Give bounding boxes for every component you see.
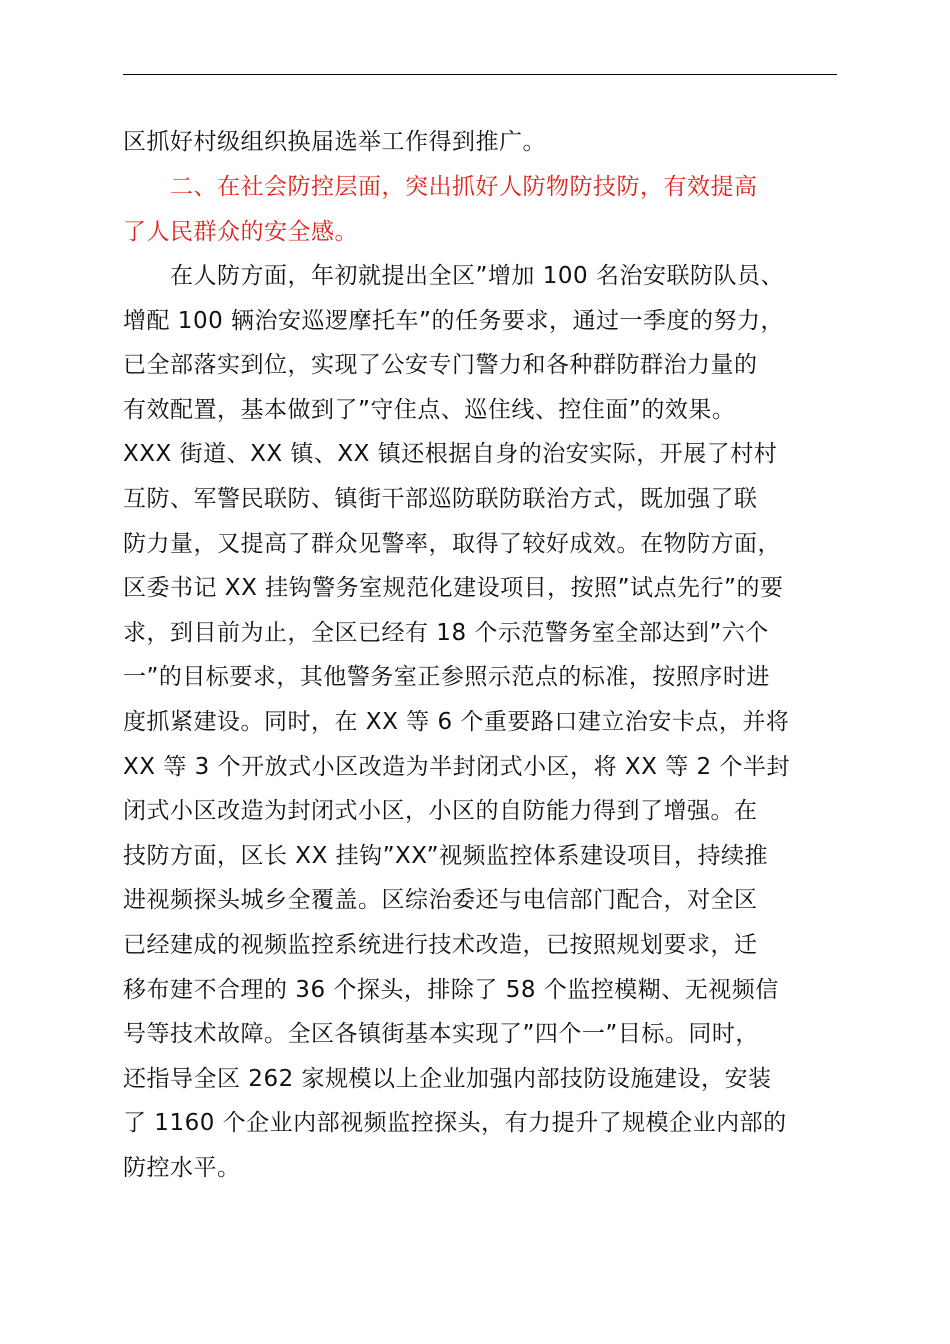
- body-text-line: 一”的目标要求，其他警务室正参照示范点的标准，按照序时进: [123, 664, 770, 690]
- body-text-line: 区委书记 XX 挂钩警务室规范化建设项目，按照”试点先行”的要: [123, 575, 784, 601]
- body-text-line: 技防方面，区长 XX 挂钩”XX”视频监控体系建设项目，持续推: [123, 843, 769, 869]
- body-text-line: 防控水平。: [123, 1155, 241, 1181]
- body-text-line: 区抓好村级组织换届选举工作得到推广。: [123, 129, 546, 155]
- body-text-line: 闭式小区改造为封闭式小区，小区的自防能力得到了增强。在: [123, 798, 758, 824]
- body-text-line: 有效配置，基本做到了”守住点、巡住线、控住面”的效果。: [123, 397, 736, 423]
- body-text-line: 号等技术故障。全区各镇街基本实现了”四个一”目标。同时，: [123, 1021, 759, 1047]
- body-text-line: 了 1160 个企业内部视频监控探头，有力提升了规模企业内部的: [123, 1110, 787, 1136]
- section-heading-line: 了人民群众的安全感。: [123, 219, 358, 245]
- section-heading-line: 二、在社会防控层面，突出抓好人防物防技防，有效提高: [123, 174, 758, 200]
- body-text-line: 已经建成的视频监控系统进行技术改造，已按照规划要求，迁: [123, 932, 758, 958]
- body-text-line: 求，到目前为止，全区已经有 18 个示范警务室全部达到”六个: [123, 620, 769, 646]
- body-text-line: 增配 100 辆治安巡逻摩托车”的任务要求，通过一季度的努力，: [123, 308, 784, 334]
- body-text-line: 防力量，又提高了群众见警率，取得了较好成效。在物防方面，: [123, 531, 781, 557]
- body-text-line: 互防、军警民联防、镇街干部巡防联防联治方式，既加强了联: [123, 486, 758, 512]
- body-text-line: 度抓紧建设。同时，在 XX 等 6 个重要路口建立治安卡点，并将: [123, 709, 790, 735]
- header-rule: [123, 74, 837, 75]
- body-text-line: 已全部落实到位，实现了公安专门警力和各种群防群治力量的: [123, 352, 758, 378]
- body-text-line: 在人防方面，年初就提出全区”增加 100 名治安联防队员、: [123, 263, 784, 289]
- body-text-line: 还指导全区 262 家规模以上企业加强内部技防设施建设，安装: [123, 1066, 772, 1092]
- body-text-line: 进视频探头城乡全覆盖。区综治委还与电信部门配合，对全区: [123, 887, 758, 913]
- body-text-line: 移布建不合理的 36 个探头，排除了 58 个监控模糊、无视频信: [123, 977, 779, 1003]
- body-text-line: XX 等 3 个开放式小区改造为半封闭式小区，将 XX 等 2 个半封: [123, 754, 790, 780]
- body-text-line: XXX 街道、XX 镇、XX 镇还根据自身的治安实际，开展了村村: [123, 441, 778, 467]
